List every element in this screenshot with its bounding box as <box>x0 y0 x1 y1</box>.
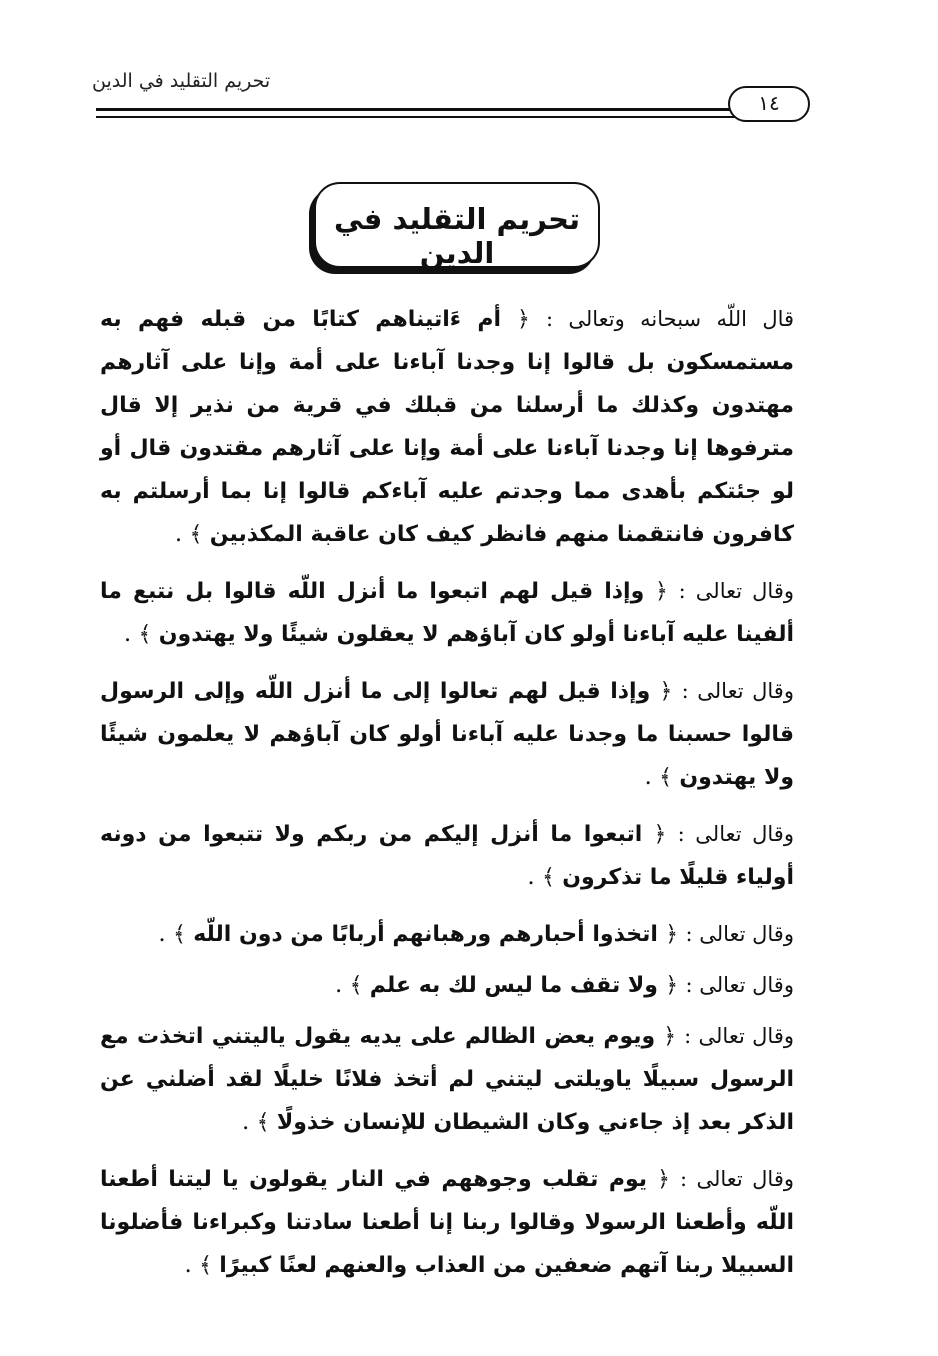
quran-close-bracket: ﴾ <box>349 973 363 998</box>
quran-open-bracket: ﴿ <box>659 679 673 704</box>
quran-open-bracket: ﴿ <box>665 973 679 998</box>
chapter-title-frame <box>314 182 600 268</box>
verse-intro: وقال تعالى : <box>685 922 794 946</box>
chapter-title: تحريم التقليد في الدين <box>334 202 580 270</box>
quran-verse: اتخذوا أحبارهم ورهبانهم أربابًا من دون اللّه <box>193 922 658 947</box>
sentence-end: . <box>334 972 343 998</box>
quran-verse: ويوم يعض الظالم على يديه يقول ياليتني اتخذت مع الرسول سبيلًا ياويلتى ليتني لم أتخذ فلانًا خليلًا لقد أضلني عن الذكر بعد إذ جاءني وكان الشيطان للإنسان خذولًا <box>100 1024 794 1135</box>
verse-intro: قال اللّه سبحانه وتعالى : <box>545 307 795 331</box>
quran-verse: اتبعوا ما أنزل إليكم من ربكم ولا تتبعوا من دونه أولياء قليلًا ما تذكرون <box>100 822 794 890</box>
quran-open-bracket: ﴿ <box>657 1167 670 1192</box>
sentence-end: . <box>644 764 652 790</box>
header-rule-thin <box>96 116 738 118</box>
quran-verse: ولا تقف ما ليس لك به علم <box>369 973 658 998</box>
verse-intro: وقال تعالى : <box>680 1167 794 1191</box>
verse-intro: وقال تعالى : <box>678 579 795 603</box>
running-header-title: تحريم التقليد في الدين <box>92 70 271 92</box>
quran-open-bracket: ﴿ <box>665 922 679 947</box>
verse-intro: وقال تعالى : <box>681 679 794 703</box>
quran-open-bracket: ﴿ <box>653 822 667 847</box>
sentence-end: . <box>174 521 183 547</box>
quran-close-bracket: ﴾ <box>659 765 673 790</box>
quran-verse: أم ءَاتيناهم كتابًا من قبله فهم به مستمسكون بل قالوا إنا وجدنا آباءنا على أمة وإنا على آثارهم مهتدون وكذلك ما أرسلنا من قبلك في قرية من نذير إلا قال مترفوها إنا وجدنا آباءنا على أمة وإنا على آثارهم مقتدون قال أو لو جئتكم بأهدى مما وجدتم عليه آباءكم قالوا إنا بما أرسلتم به كافرون فانتقمنا منهم فانظر كيف كان عاقبة المكذبين <box>100 307 794 547</box>
quran-close-bracket: ﴾ <box>542 865 555 890</box>
header-rule-thick <box>96 108 738 111</box>
paragraph-5 <box>100 913 824 956</box>
quran-close-bracket: ﴾ <box>256 1110 270 1135</box>
verse-intro: وقال تعالى : <box>677 822 794 846</box>
body-text <box>100 298 824 1301</box>
verse-intro: وقال تعالى : <box>684 1024 794 1048</box>
quran-verse: وإذا قيل لهم تعالوا إلى ما أنزل اللّه وإلى الرسول قالوا حسبنا ما وجدنا عليه آباءنا أولو كان آباؤهم لا يعلمون شيئًا ولا يهتدون <box>100 679 794 790</box>
paragraph-6 <box>100 964 824 1007</box>
paragraph-2 <box>100 570 824 656</box>
sentence-end: . <box>158 921 166 947</box>
paragraph-7 <box>100 1015 824 1144</box>
quran-close-bracket: ﴾ <box>189 522 203 547</box>
quran-verse: وإذا قيل لهم اتبعوا ما أنزل اللّه قالوا بل نتبع ما ألفينا عليه آباءنا أولو كان آباؤهم لا يعقلون شيئًا ولا يهتدون <box>100 579 794 647</box>
verse-intro: وقال تعالى : <box>685 973 794 997</box>
quran-open-bracket: ﴿ <box>655 579 668 604</box>
sentence-end: . <box>527 864 535 890</box>
sentence-end: . <box>123 621 132 647</box>
quran-close-bracket: ﴾ <box>172 922 186 947</box>
paragraph-8 <box>100 1158 824 1287</box>
paragraph-4 <box>100 813 824 899</box>
quran-open-bracket: ﴿ <box>517 307 530 332</box>
page-number: ١٤ <box>728 86 810 122</box>
paragraph-3 <box>100 670 824 799</box>
sentence-end: . <box>242 1109 250 1135</box>
sentence-end: . <box>184 1252 192 1278</box>
quran-close-bracket: ﴾ <box>199 1253 212 1278</box>
paragraph-1 <box>100 298 824 556</box>
quran-open-bracket: ﴿ <box>663 1024 677 1049</box>
quran-verse: يوم تقلب وجوههم في النار يقولون يا ليتنا أطعنا اللّه وأطعنا الرسولا وقالوا ربنا إنا أطعنا سادتنا وكبراءنا فأضلونا السبيلا ربنا آتهم ضعفين من العذاب والعنهم لعنًا كبيرًا <box>100 1167 794 1278</box>
quran-close-bracket: ﴾ <box>138 622 152 647</box>
